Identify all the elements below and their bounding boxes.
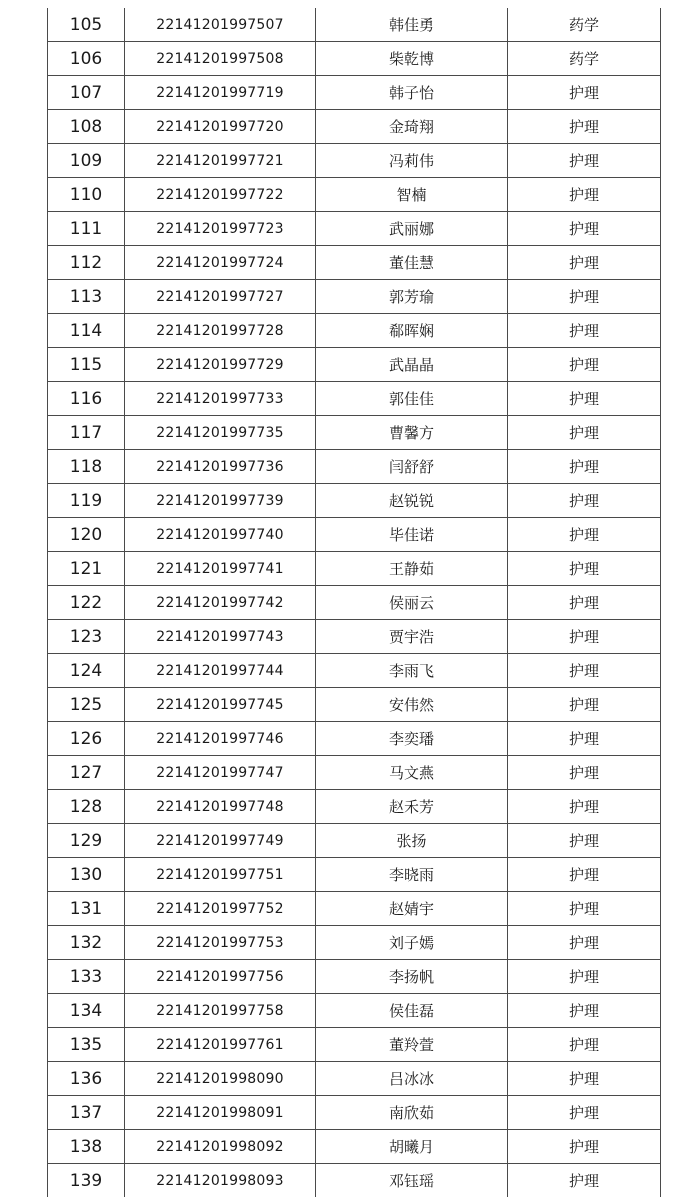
major-cell: 护理 bbox=[508, 756, 661, 790]
student-id-cell: 22141201998092 bbox=[125, 1130, 316, 1164]
row-number-cell: 111 bbox=[48, 212, 125, 246]
table-row bbox=[48, 518, 661, 552]
student-list-table bbox=[47, 8, 661, 1197]
row-number-cell: 124 bbox=[48, 654, 125, 688]
table-row bbox=[48, 212, 661, 246]
major-cell: 护理 bbox=[508, 654, 661, 688]
row-number-cell: 122 bbox=[48, 586, 125, 620]
student-id-cell: 22141201997761 bbox=[125, 1028, 316, 1062]
table-row bbox=[48, 484, 661, 518]
row-number-cell: 119 bbox=[48, 484, 125, 518]
table-row bbox=[48, 722, 661, 756]
major-cell: 护理 bbox=[508, 552, 661, 586]
student-id-cell: 22141201997749 bbox=[125, 824, 316, 858]
major-cell: 护理 bbox=[508, 178, 661, 212]
major-cell: 护理 bbox=[508, 76, 661, 110]
table-row bbox=[48, 858, 661, 892]
student-name-cell: 武丽娜 bbox=[316, 212, 508, 246]
table-row bbox=[48, 756, 661, 790]
student-name-cell: 韩子怡 bbox=[316, 76, 508, 110]
row-number-cell: 113 bbox=[48, 280, 125, 314]
student-id-cell: 22141201997721 bbox=[125, 144, 316, 178]
student-name-cell: 郭芳瑜 bbox=[316, 280, 508, 314]
student-name-cell: 张扬 bbox=[316, 824, 508, 858]
student-id-cell: 22141201997739 bbox=[125, 484, 316, 518]
student-name-cell: 武晶晶 bbox=[316, 348, 508, 382]
major-cell: 护理 bbox=[508, 586, 661, 620]
student-id-cell: 22141201997722 bbox=[125, 178, 316, 212]
table-row bbox=[48, 348, 661, 382]
student-name-cell: 李扬帆 bbox=[316, 960, 508, 994]
row-number-cell: 136 bbox=[48, 1062, 125, 1096]
table-row bbox=[48, 1164, 661, 1198]
major-cell: 护理 bbox=[508, 620, 661, 654]
major-cell: 护理 bbox=[508, 1028, 661, 1062]
table-row bbox=[48, 450, 661, 484]
student-id-cell: 22141201998093 bbox=[125, 1164, 316, 1198]
student-id-cell: 22141201997746 bbox=[125, 722, 316, 756]
student-id-cell: 22141201997740 bbox=[125, 518, 316, 552]
major-cell: 护理 bbox=[508, 348, 661, 382]
student-name-cell: 闫舒舒 bbox=[316, 450, 508, 484]
major-cell: 护理 bbox=[508, 1062, 661, 1096]
student-id-cell: 22141201997727 bbox=[125, 280, 316, 314]
row-number-cell: 118 bbox=[48, 450, 125, 484]
student-name-cell: 李晓雨 bbox=[316, 858, 508, 892]
table-row bbox=[48, 76, 661, 110]
table-row bbox=[48, 790, 661, 824]
student-name-cell: 董佳慧 bbox=[316, 246, 508, 280]
table-row bbox=[48, 314, 661, 348]
student-id-cell: 22141201997719 bbox=[125, 76, 316, 110]
student-name-cell: 王静茹 bbox=[316, 552, 508, 586]
row-number-cell: 128 bbox=[48, 790, 125, 824]
row-number-cell: 137 bbox=[48, 1096, 125, 1130]
major-cell: 护理 bbox=[508, 722, 661, 756]
table-row bbox=[48, 654, 661, 688]
major-cell: 药学 bbox=[508, 8, 661, 42]
student-name-cell: 贾宇浩 bbox=[316, 620, 508, 654]
student-id-cell: 22141201997748 bbox=[125, 790, 316, 824]
table-row bbox=[48, 994, 661, 1028]
table-row bbox=[48, 892, 661, 926]
student-name-cell: 曹馨方 bbox=[316, 416, 508, 450]
student-name-cell: 冯莉伟 bbox=[316, 144, 508, 178]
table-row bbox=[48, 110, 661, 144]
student-name-cell: 郗晖娴 bbox=[316, 314, 508, 348]
row-number-cell: 129 bbox=[48, 824, 125, 858]
row-number-cell: 135 bbox=[48, 1028, 125, 1062]
table-row bbox=[48, 586, 661, 620]
table-row bbox=[48, 620, 661, 654]
row-number-cell: 108 bbox=[48, 110, 125, 144]
major-cell: 护理 bbox=[508, 518, 661, 552]
table-row bbox=[48, 8, 661, 42]
row-number-cell: 114 bbox=[48, 314, 125, 348]
student-list-body bbox=[48, 8, 661, 1197]
row-number-cell: 120 bbox=[48, 518, 125, 552]
student-id-cell: 22141201997747 bbox=[125, 756, 316, 790]
major-cell: 护理 bbox=[508, 1130, 661, 1164]
student-name-cell: 安伟然 bbox=[316, 688, 508, 722]
student-id-cell: 22141201997742 bbox=[125, 586, 316, 620]
table-row bbox=[48, 552, 661, 586]
table-row bbox=[48, 144, 661, 178]
student-id-cell: 22141201997729 bbox=[125, 348, 316, 382]
major-cell: 护理 bbox=[508, 110, 661, 144]
row-number-cell: 123 bbox=[48, 620, 125, 654]
table-row bbox=[48, 280, 661, 314]
major-cell: 护理 bbox=[508, 1096, 661, 1130]
row-number-cell: 112 bbox=[48, 246, 125, 280]
row-number-cell: 110 bbox=[48, 178, 125, 212]
table-row bbox=[48, 1028, 661, 1062]
student-name-cell: 韩佳勇 bbox=[316, 8, 508, 42]
row-number-cell: 132 bbox=[48, 926, 125, 960]
major-cell: 护理 bbox=[508, 1164, 661, 1198]
major-cell: 护理 bbox=[508, 280, 661, 314]
student-name-cell: 智楠 bbox=[316, 178, 508, 212]
major-cell: 护理 bbox=[508, 484, 661, 518]
row-number-cell: 116 bbox=[48, 382, 125, 416]
student-name-cell: 董羚萱 bbox=[316, 1028, 508, 1062]
table-row bbox=[48, 1130, 661, 1164]
major-cell: 护理 bbox=[508, 314, 661, 348]
student-id-cell: 22141201997736 bbox=[125, 450, 316, 484]
major-cell: 护理 bbox=[508, 790, 661, 824]
table-row bbox=[48, 1096, 661, 1130]
student-name-cell: 毕佳诺 bbox=[316, 518, 508, 552]
table-row bbox=[48, 926, 661, 960]
row-number-cell: 131 bbox=[48, 892, 125, 926]
student-id-cell: 22141201997508 bbox=[125, 42, 316, 76]
student-id-cell: 22141201997735 bbox=[125, 416, 316, 450]
student-id-cell: 22141201997728 bbox=[125, 314, 316, 348]
student-id-cell: 22141201998091 bbox=[125, 1096, 316, 1130]
student-id-cell: 22141201997744 bbox=[125, 654, 316, 688]
table-row bbox=[48, 1062, 661, 1096]
major-cell: 护理 bbox=[508, 824, 661, 858]
student-id-cell: 22141201997507 bbox=[125, 8, 316, 42]
row-number-cell: 121 bbox=[48, 552, 125, 586]
student-name-cell: 胡曦月 bbox=[316, 1130, 508, 1164]
student-name-cell: 侯佳磊 bbox=[316, 994, 508, 1028]
row-number-cell: 130 bbox=[48, 858, 125, 892]
student-id-cell: 22141201997751 bbox=[125, 858, 316, 892]
student-name-cell: 赵禾芳 bbox=[316, 790, 508, 824]
row-number-cell: 126 bbox=[48, 722, 125, 756]
major-cell: 护理 bbox=[508, 926, 661, 960]
student-id-cell: 22141201997723 bbox=[125, 212, 316, 246]
student-name-cell: 刘子嫣 bbox=[316, 926, 508, 960]
student-id-cell: 22141201997741 bbox=[125, 552, 316, 586]
student-id-cell: 22141201997733 bbox=[125, 382, 316, 416]
row-number-cell: 105 bbox=[48, 8, 125, 42]
table-row bbox=[48, 824, 661, 858]
student-name-cell: 李奕璠 bbox=[316, 722, 508, 756]
student-id-cell: 22141201997753 bbox=[125, 926, 316, 960]
student-id-cell: 22141201997758 bbox=[125, 994, 316, 1028]
student-name-cell: 郭佳佳 bbox=[316, 382, 508, 416]
major-cell: 护理 bbox=[508, 688, 661, 722]
student-name-cell: 马文燕 bbox=[316, 756, 508, 790]
major-cell: 护理 bbox=[508, 892, 661, 926]
row-number-cell: 139 bbox=[48, 1164, 125, 1198]
student-id-cell: 22141201997724 bbox=[125, 246, 316, 280]
table-row bbox=[48, 246, 661, 280]
major-cell: 护理 bbox=[508, 450, 661, 484]
major-cell: 护理 bbox=[508, 382, 661, 416]
student-name-cell: 侯丽云 bbox=[316, 586, 508, 620]
major-cell: 药学 bbox=[508, 42, 661, 76]
student-id-cell: 22141201997720 bbox=[125, 110, 316, 144]
table-row bbox=[48, 960, 661, 994]
table-row bbox=[48, 42, 661, 76]
major-cell: 护理 bbox=[508, 246, 661, 280]
student-name-cell: 赵婧宇 bbox=[316, 892, 508, 926]
student-name-cell: 邓钰瑶 bbox=[316, 1164, 508, 1198]
student-name-cell: 柴乾博 bbox=[316, 42, 508, 76]
row-number-cell: 125 bbox=[48, 688, 125, 722]
row-number-cell: 133 bbox=[48, 960, 125, 994]
row-number-cell: 117 bbox=[48, 416, 125, 450]
row-number-cell: 134 bbox=[48, 994, 125, 1028]
student-name-cell: 赵锐锐 bbox=[316, 484, 508, 518]
row-number-cell: 127 bbox=[48, 756, 125, 790]
major-cell: 护理 bbox=[508, 416, 661, 450]
major-cell: 护理 bbox=[508, 144, 661, 178]
student-id-cell: 22141201997752 bbox=[125, 892, 316, 926]
row-number-cell: 109 bbox=[48, 144, 125, 178]
row-number-cell: 106 bbox=[48, 42, 125, 76]
student-id-cell: 22141201997743 bbox=[125, 620, 316, 654]
row-number-cell: 107 bbox=[48, 76, 125, 110]
student-id-cell: 22141201997756 bbox=[125, 960, 316, 994]
table-row bbox=[48, 688, 661, 722]
major-cell: 护理 bbox=[508, 994, 661, 1028]
student-name-cell: 南欣茹 bbox=[316, 1096, 508, 1130]
row-number-cell: 138 bbox=[48, 1130, 125, 1164]
student-id-cell: 22141201998090 bbox=[125, 1062, 316, 1096]
table-row bbox=[48, 416, 661, 450]
major-cell: 护理 bbox=[508, 212, 661, 246]
student-name-cell: 金琦翔 bbox=[316, 110, 508, 144]
student-name-cell: 李雨飞 bbox=[316, 654, 508, 688]
student-name-cell: 吕冰冰 bbox=[316, 1062, 508, 1096]
row-number-cell: 115 bbox=[48, 348, 125, 382]
major-cell: 护理 bbox=[508, 960, 661, 994]
table-row bbox=[48, 382, 661, 416]
major-cell: 护理 bbox=[508, 858, 661, 892]
table-row bbox=[48, 178, 661, 212]
student-id-cell: 22141201997745 bbox=[125, 688, 316, 722]
